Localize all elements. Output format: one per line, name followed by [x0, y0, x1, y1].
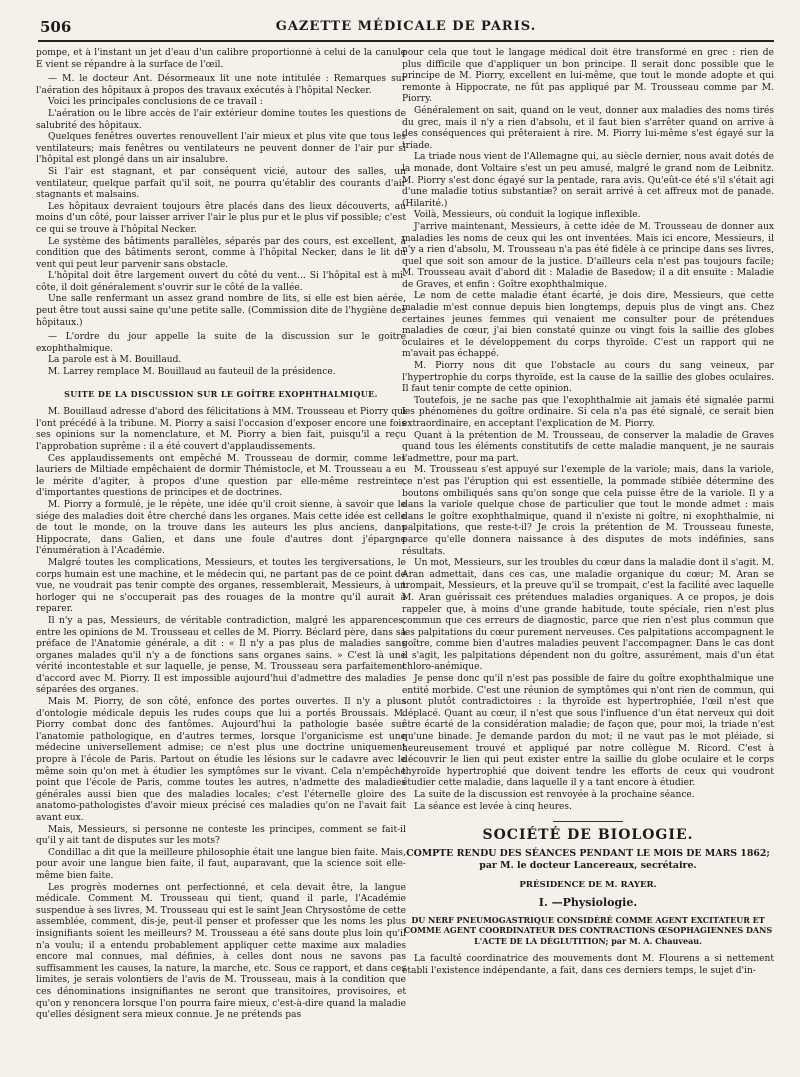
paragraph: Mais M. Piorry, de son côté, enfonce des portes ouvertes. Il n'y a plus d'ontologie médicale depuis les rudes coups que lui a portés Broussais. M. Piorry combat donc des fantômes. Aujourd'hui la pathologie basée sur l'anatomie pathologique, en d'autres termes, lorsque l'organicisme est une médecine universellement admise; ce n'est plus une doctrine uniquement propre à l'école de Paris. Partout on étudie les lésions sur le cadavre avec le même soin qu'on met à étudier les symptômes sur le vivant. Cela n'empêche point que l'école de Paris, comme toutes les autres, n'admette des maladies générales aussi bien que des maladies locales; c'est l'éternelle gloire des anatomo-pathologistes d'avoir mieux précisé ces maladies qu'on ne l'avait fait avant eux.: [36, 697, 406, 823]
paragraph: M. Larrey remplace M. Bouillaud au fauteuil de la présidence.: [48, 367, 336, 378]
paragraph: M. Piorry nous dit que l'obstacle au cours du sang veineux, par l'hypertrophie du corps thyroïde, est la cause de la saillie des globes oculaires. Il faut tenir compte de cette opinion.: [402, 361, 774, 395]
paragraph: Généralement on sait, quand on le veut, donner aux maladies des noms tirés du grec, mais il n'y a rien d'absolu, et il faut bien s'arrêter quand on arrive à des conséquences qui prêteraient à rire. M. Piorry lui-même s'est égayé sur la triade.: [402, 105, 774, 151]
paragraph: Si l'air est stagnant, et par conséquent vicié, autour des salles, un ventilateur, quelque parfait qu'il soit, ne pourra qu'établir des courants d'air stagnants et malsains.: [36, 166, 406, 201]
paragraph: Ces applaudissements ont empêché M. Trousseau de dormir, comme les lauriers de Miltiade empêchaient de dormir Thémistocle, et M. Trousseau a eu le mérite d'agiter, à propos d'une question par elle-même restreinte, d'importantes questions de principes et de doctrines.: [36, 453, 406, 499]
society-subtitle: [402, 848, 774, 872]
paragraph: M. Bouillaud adresse d'abord des félicitations à MM. Trousseau et Piorry qui l'ont précédé à la tribune. M. Piorry a saisi l'occasion d'exposer encore une fois ses opinions sur la nomenclature, et M. Piorry a bien fait, puisqu'il a reçu l'approbation suprême : il a été couvert d'applaudissements.: [36, 407, 406, 452]
paragraph: pompe, et à l'instant un jet d'eau d'un calibre proportionné à celui de la canule E vient se répandre à la surface de l'œil.: [36, 48, 406, 70]
paragraph: L'aération ou le libre accès de l'air extérieur domine toutes les questions de salubrité des hôpitaux.: [36, 108, 406, 131]
section-heading: SUITE DE LA DISCUSSION SUR LE GOÎTRE EXOPHTHALMIQUE.: [64, 388, 378, 399]
paragraph: Le système des bâtiments parallèles, séparés par des cours, est excellent, à condition que des bâtiments seront, comme à l'hôpital Necker, dans le lit du vent qui peut leur parvenir sans obstacle.: [36, 236, 406, 270]
page-header: [38, 14, 774, 42]
paragraph: Le nom de cette maladie étant écarté, je dois dire, Messieurs, que cette maladie m'est connue depuis bien longtemps, depuis plus de vingt ans. Chez certaines jeunes femmes qui venaient me consulter pour de prétendues maladies de cœur, j'ai bien constaté quinze ou vingt fois la saillie des globes oculaires et le développement du corps thyroïde. C'est un rapport qui ne m'avait pas échappé.: [402, 291, 774, 360]
paragraph: Voilà, Messieurs, où conduit la logique inflexible.: [414, 210, 641, 221]
paragraph: Malgré toutes les complications, Messieurs, et toutes les tergiversations, le corps humain est une machine, et le médecin qui, ne partant pas de ce point de vue, ne voudrait pas tenir compte des organes, ressemblerait, Messieurs, à un horloger qui ne s'occuperait pas des rouages de la montre qu'il aurait à reparer.: [36, 557, 406, 615]
paragraph: M. Trousseau s'est appuyé sur l'exemple de la variole; mais, dans la variole, ce n'est pas l'éruption qui est essentielle, la pommade stibiée détermine des boutons ombiliqués sans qu'on songe que cela puisse être de la variole. Il y a dans la variole quelque chose de particulier que tout le monde admet : mais dans le goître exophthalmique, quand il n'existe ni goître, ni exophthalmie, ni palpitations, que reste-t-il? Je crois la prétention de M. Trousseau funeste, parce qu'elle donnera naissance à des disputes de mots indéfinies, sans résultats.: [402, 465, 774, 557]
presidency-heading: PRÉSIDENCE DE M. RAYER.: [519, 879, 657, 890]
paragraph: Toutefois, je ne sache pas que l'exophthalmie ait jamais été signalée parmi les phénomènes du goître ordinaire. Si cela n'a pas été signalé, ce serait bien extraordinaire, en acceptant l'explication de M. Piorry.: [402, 395, 774, 429]
paragraph: — L'ordre du jour appelle la suite de la discussion sur le goitre exophthalmique.: [36, 332, 406, 354]
paragraph: Il n'y a pas, Messieurs, de véritable contradiction, malgré les apparences, entre les opinions de M. Trousseau et celles de M. Piorry. Béclard père, dans sa préface de l'Anatomie générale, a dit : « Il n'y a pas plus de maladies sans organes malades qu'il n'y a de fonctions sans organes sains. » C'est là une vérité incontestable et sur laquelle, je pense, M. Trousseau sera parfaitement d'accord avec M. Piorry. Il est impossible aujourd'hui d'admettre des maladies séparées des organes.: [36, 615, 406, 696]
paragraph: Les hôpitaux devraient toujours être placés dans des lieux découverts, au moins d'un côté, pour laisser arriver l'air le plus pur et le plus vif possible; c'est ce qui se trouve à l'hôpital Necker.: [36, 201, 406, 235]
society-title: SOCIÉTÉ DE BIOLOGIE.: [482, 827, 694, 844]
physiology-heading: I. —Physiologie.: [538, 896, 638, 910]
divider: [553, 821, 623, 822]
society-subtitle-line: par M. le docteur Lancereaux, secrétaire.: [479, 859, 697, 871]
paragraph: Une salle renfermant un assez grand nombre de lits, si elle est bien aérée, peut être tout aussi saine qu'une petite salle. (Commission dite de l'hygiène des hôpitaux.): [36, 294, 406, 328]
paragraph: J'arrive maintenant, Messieurs, à cette idée de M. Trousseau de donner aux maladies les noms de ceux qui les ont inventées. Mais ici encore, Messieurs, il n'y a rien d'absolu, M. Trousseau n'a pas été fidèle à ce principe dans ses livres, quel que soit son amour de la justice. D'ailleurs cela n'est pas toujours facile; M. Trousseau avait d'abord dit : Maladie de Basedow; il a dit ensuite : Maladie de Graves, et enfin : Goître exophthalmique.: [402, 221, 774, 290]
paragraph: — M. le docteur Ant. Désormeaux lit une note intitulée : Remarques sur l'aération des hôpitaux à propos des travaux exécutés à l'hôpital Necker.: [36, 74, 406, 96]
paragraph: La suite de la discussion est renvoyée à la prochaine séance.: [414, 790, 695, 800]
right-column: [402, 48, 774, 1070]
paragraph: M. Piorry a formulé, je le répète, une idée qu'il croit sienne, à savoir que le siége des maladies doit être cherché dans les organes. Mais cette idée est celle de tout le monde, on la trouve dans les auteurs les plus anciens, dans Hippocrate, dans Galien, et dans une foule d'autres dont j'épargne l'énumération à l'Académie.: [36, 499, 406, 557]
left-column: [36, 48, 406, 1070]
paragraph: La faculté coordinatrice des mouvements dont M. Flourens a si nettement établi l'existence indépendante, a fait, dans ces derniers temps, le sujet d'in-: [402, 954, 774, 976]
paragraph: pour cela que tout le langage médical doit être transformé en grec : rien de plus difficile que d'appliquer un bon principe. Il serait donc possible que le principe de M. Piorry, excellent en lui-même, que tout le monde adopte et qui remonte à Hippocrate, ne fût pas appliqué par M. Trousseau comme par M. Piorry.: [402, 48, 774, 105]
paragraph: Voici les principales conclusions de ce travail :: [48, 97, 263, 108]
paragraph: Les progrès modernes ont perfectionné, et cela devait être, la langue médicale. Comment M. Trousseau qui tient, quand il parle, l'Académie suspendue à ses livres, M. Trousseau qui est le saint Jean Chrysostôme de cette assemblée, comment, dis-je, peut-il penser et professer que les noms les plus insignifiants soient les meilleurs? M. Trousseau a été sans doute plus loin qu'il n'a voulu; il a entendu probablement appliquer cette maxime aux maladies encore mal connues, mal définies, à celles dont nous ne savons pas suffisamment les causes, la nature, la marche, etc. Sous ce rapport, et dans ces limites, je serais volontiers de l'avis de M. Trousseau, mais à la condition que ces dénominations insignifiantes ne seront que transitoires, provisoires, et qu'on y renoncera lorsque l'on pourra faire mieux, c'est-à-dire quand la maladie qu'elles désignent sera mieux connue. Je ne prétends pas: [36, 882, 406, 1021]
paragraph: Un mot, Messieurs, sur les troubles du cœur dans la maladie dont il s'agit. M. Aran admettait, dans ces cas, une maladie organique du cœur; M. Aran se trompait, Messieurs, et la preuve qu'il se trompait, c'est la facilité avec laquelle M. Aran guérissait ces prétendues maladies organiques. A ce propos, je dois rappeler que, à moins d'une grande habitude, toute spéciale, rien n'est plus commun que ces erreurs de diagnostic, parce que rien n'est plus commun que les palpitations du cœur purement nerveuses. Ces palpitations accompagnent le goître, comme bien d'autres maladies peuvent l'accompagner. Dans le cas dont il s'agit, les palpitations dépendent non du goître, assurément, mais d'un état chloro-anémique.: [402, 558, 774, 673]
paragraph: Quelques fenêtres ouvertes renouvellent l'air mieux et plus vite que tous les ventilateurs; mais fenêtres ou ventilateurs ne peuvent donner de l'air pur si l'hôpital est plongé dans un air insalubre.: [36, 132, 406, 166]
paragraph: Mais, Messieurs, si personne ne conteste les principes, comment se fait-il qu'il y ait tant de disputes sur les mots?: [36, 824, 406, 847]
running-title: GAZETTE MÉDICALE DE PARIS.: [275, 19, 537, 34]
paragraph: Quant à la prétention de M. Trousseau, de conserver la maladie de Graves quand tous les éléments constitutifs de cette maladie manquent, je ne saurais l'admettre, pour ma part.: [402, 430, 774, 464]
paragraph: La parole est à M. Bouillaud.: [48, 355, 182, 366]
paragraph: Condillac a dit que la meilleure philosophie était une langue bien faite. Mais, pour avoir une langue bien faite, il faut, auparavant, que la science soit elle-même bien faite.: [36, 847, 406, 881]
article-title: DU NERF PNEUMOGASTRIQUE CONSIDÉRÉ COMME AGENT EXCITATEUR ET COMME AGENT COORDINATEUR DES CONTRACTIONS ŒSOPHAGIENNES DANS L'ACTE DE LA DÉGLUTITION; par M. A. Chauveau.: [403, 914, 773, 946]
page-number: 506: [40, 18, 72, 36]
society-subtitle-line: COMPTE RENDU DES SÉANCES PENDANT LE MOIS DE MARS 1862;: [406, 847, 770, 859]
paragraph: La triade nous vient de l'Allemagne qui, au siècle dernier, nous avait dotés de la monade, dont Voltaire s'est un peu amusé, malgré le grand nom de Leibnitz. M. Piorry s'est donc égayé sur la pentade, rara avis. Qu'eût-ce été s'il s'était agi d'une maladie totius substantiæ? on serait arrivé à cet affreux mot de panade. (Hilarité.): [402, 152, 774, 209]
paragraph: Je pense donc qu'il n'est pas possible de faire du goître exophthalmique une entité morbide. C'est une réunion de symptômes qui n'ont rien de commun, qui sont plutôt contradictoires : la thyroïde est hypertrophiée, l'œil n'est que déplacé. Quant au cœur, il n'est que sous l'influence d'un état nerveux qui doit être écarté de la considération maladie; de façon que, pour moi, la triade n'est qu'une binade. Je demande pardon du mot; il ne vaut pas le mot pléiade, si heureusement trouvé et appliqué par notre collègue M. Ricord. C'est à découvrir le lien qui peut exister entre la saillie du globe oculaire et le corps thyroïde hypertrophié que doivent tendre les efforts de ceux qui voudront étudier cette maladie, dans laquelle il y a tant encore à étudier.: [402, 674, 774, 789]
paragraph: L'hôpital doit être largement ouvert du côté du vent... Si l'hôpital est à mi-côte, il doit généralement s'ouvrir sur le côté de la vallée.: [36, 271, 406, 293]
paragraph: La séance est levée à cinq heures.: [414, 801, 572, 812]
